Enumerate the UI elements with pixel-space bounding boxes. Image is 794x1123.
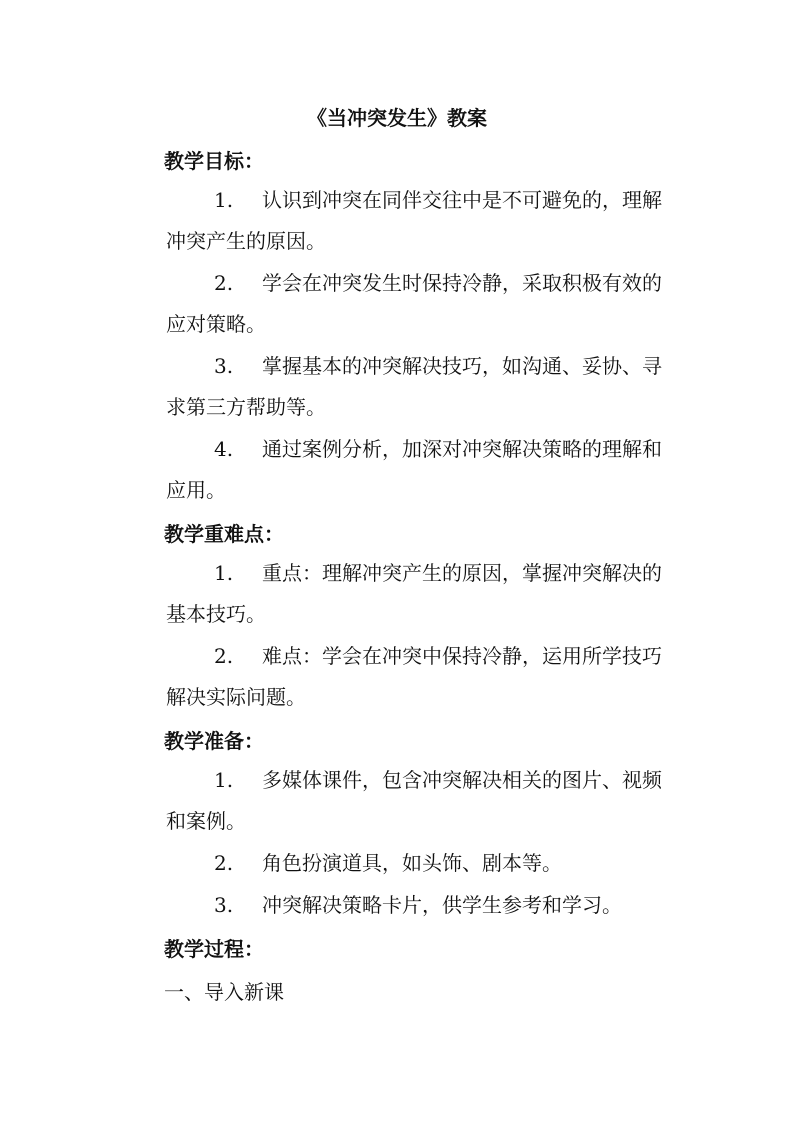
- list-item-text: 通过案例分析，加深对冲突解决策略的理解和应用。: [166, 437, 662, 502]
- list-item: [166, 636, 676, 718]
- list-item-number: 2.: [214, 851, 234, 875]
- section-heading-process: 教学过程：: [164, 937, 264, 961]
- list-item: [166, 180, 676, 262]
- list-item-number: 2.: [214, 644, 234, 668]
- list-item-number: 2.: [214, 271, 234, 295]
- section-heading-preparation: 教学准备：: [164, 729, 264, 753]
- list-item: [166, 843, 676, 884]
- subheading-intro: 一、导入新课: [164, 980, 284, 1004]
- list-item-number: 1.: [214, 768, 234, 792]
- list-item: [166, 885, 676, 926]
- list-item-number: 1.: [214, 561, 234, 585]
- list-item: [166, 760, 676, 842]
- list-item-text: 冲突解决策略卡片，供学生参考和学习。: [262, 893, 622, 917]
- list-item-text: 角色扮演道具，如头饰、剧本等。: [262, 851, 562, 875]
- section-heading-key-points: 教学重难点：: [164, 522, 284, 546]
- list-item-number: 1.: [214, 188, 234, 212]
- list-item-text: 学会在冲突发生时保持冷静，采取积极有效的应对策略。: [166, 271, 662, 336]
- list-item: [166, 553, 676, 635]
- list-item-text: 多媒体课件，包含冲突解决相关的图片、视频和案例。: [166, 768, 662, 833]
- list-item-number: 3.: [214, 893, 234, 917]
- list-item-number: 3.: [214, 354, 234, 378]
- section-heading-objectives: 教学目标：: [164, 149, 264, 173]
- list-item-number: 4.: [214, 437, 234, 461]
- list-item-text: 难点：学会在冲突中保持冷静，运用所学技巧解决实际问题。: [166, 644, 662, 709]
- list-item-text: 认识到冲突在同伴交往中是不可避免的，理解冲突产生的原因。: [166, 188, 662, 253]
- document-title: 《当冲突发生》教案: [307, 106, 487, 130]
- list-item: [166, 263, 676, 345]
- list-item: [166, 346, 676, 428]
- list-item-text: 掌握基本的冲突解决技巧，如沟通、妥协、寻求第三方帮助等。: [166, 354, 662, 419]
- list-item: [166, 429, 676, 511]
- list-item-text: 重点：理解冲突产生的原因，掌握冲突解决的基本技巧。: [166, 561, 662, 626]
